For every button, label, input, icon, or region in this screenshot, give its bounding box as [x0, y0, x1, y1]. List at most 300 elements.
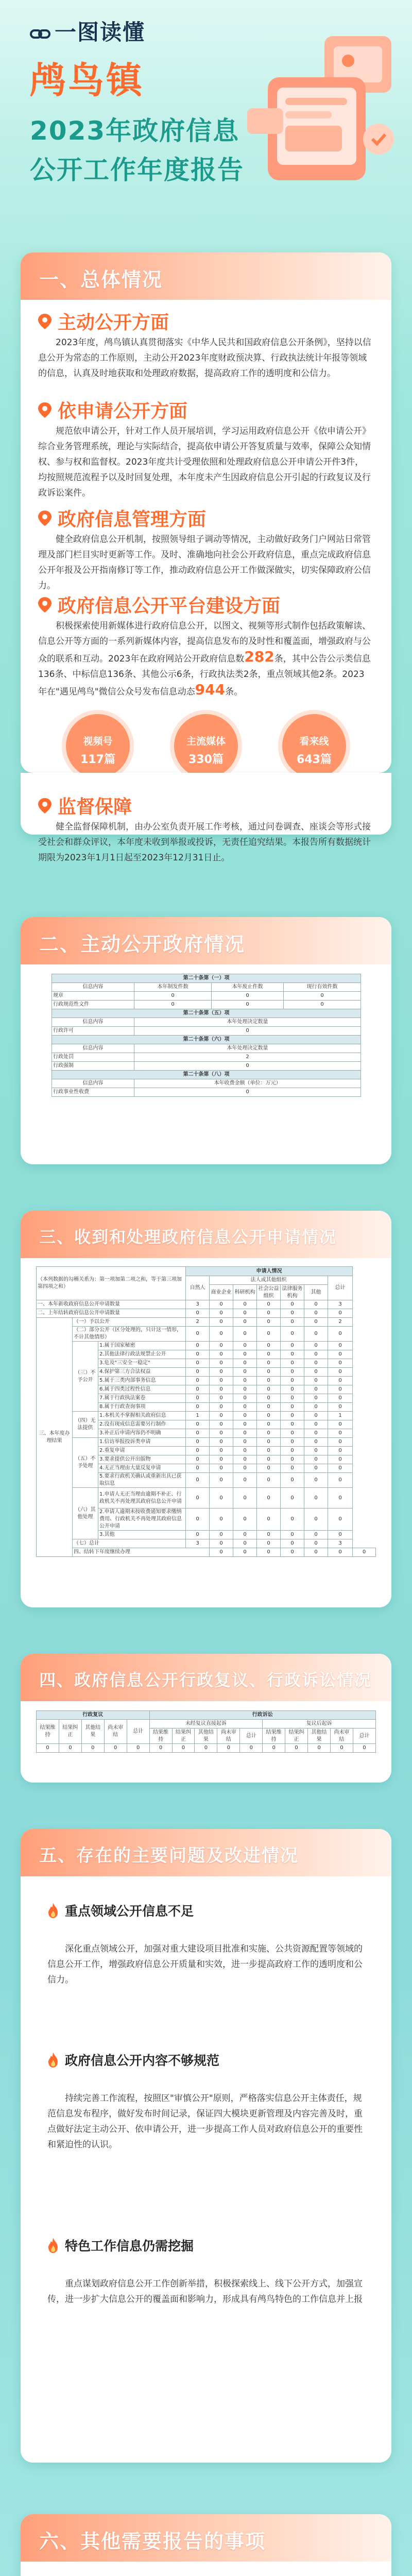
table-cell: 0: [281, 1531, 304, 1539]
table-cell: 0: [281, 1309, 304, 1318]
table-cell: 0: [257, 1309, 281, 1318]
table-cell: 0: [233, 1531, 257, 1539]
table-cell: 0: [186, 1385, 210, 1394]
section-problems-header: [21, 1829, 391, 1876]
table-cell: 0: [233, 1447, 257, 1455]
table-cell: 0: [186, 1359, 210, 1368]
table-cell: 0: [304, 1300, 328, 1309]
table-row-label: 2.没有现成信息需要另行制作: [98, 1420, 186, 1429]
table-cell: 0: [134, 992, 212, 1001]
table-col-header: 总计: [328, 1276, 353, 1300]
table-cell: 0: [210, 1377, 233, 1385]
table-cell: 0: [328, 1342, 353, 1350]
table-cell: 0: [328, 1429, 353, 1438]
location-pin-icon: [36, 313, 54, 330]
location-pin-icon: [36, 596, 54, 614]
table-cell: 0: [127, 1744, 149, 1753]
flame-icon: [46, 1902, 60, 1919]
table-cell: 0: [328, 1394, 353, 1403]
table-cell: 0: [328, 1368, 353, 1377]
table-header: 申请人情况: [186, 1267, 353, 1276]
table-row-label: 3.危及"三安全一稳定": [98, 1359, 186, 1368]
stat-value: 330篇: [188, 753, 224, 766]
table-cell: 0: [210, 1548, 233, 1557]
table-cell: 0: [281, 1509, 304, 1531]
table-row-label: 3.补正后申请内容仍不明确: [98, 1429, 186, 1438]
table-row-label: 1.属于国家秘密: [98, 1342, 186, 1350]
table-cell: 0: [134, 1001, 212, 1009]
table-cell: 3: [186, 1539, 210, 1548]
table-row-label: 5.要求行政机关确认或重新出具已获取信息: [98, 1473, 186, 1488]
subsection-title: 监督保障: [58, 796, 132, 818]
stat-circle-media: [170, 710, 242, 782]
table-cell: 0: [281, 1377, 304, 1385]
table-cell: 0: [304, 1359, 328, 1368]
table-cell: 0: [210, 1350, 233, 1359]
table-cell: 0: [257, 1429, 281, 1438]
table-row-label: 1.申请人无正当理由逾期不补正、行政机关不再处理其政府信息公开申请: [98, 1488, 186, 1509]
table-cell: 0: [308, 1744, 331, 1753]
table-cell: 2: [328, 1318, 353, 1327]
table-col-header: 复议后起诉: [263, 1720, 376, 1728]
table-cell: 0: [233, 1342, 257, 1350]
table-cell: 0: [233, 1385, 257, 1394]
table-cell: 0: [257, 1464, 281, 1473]
table-header: 第二十条第（八）项: [52, 1071, 361, 1079]
table-cell: 0: [281, 1359, 304, 1368]
hero-subtitle-1: 2023年政府信息: [30, 116, 240, 146]
subsection-supervision: [36, 792, 132, 819]
table-cell: 0: [257, 1548, 281, 1557]
table-cell: 0: [328, 1385, 353, 1394]
table-cell: 0: [172, 1744, 195, 1753]
table-col-header: 信息内容: [52, 983, 134, 992]
table-cell: 0: [186, 1438, 210, 1447]
table-cell: 0: [233, 1300, 257, 1309]
table-cell: 0: [257, 1342, 281, 1350]
table-row-label: 1.信访举报投诉类申请: [98, 1438, 186, 1447]
table-cell: 0: [257, 1420, 281, 1429]
table-cell: 0: [210, 1509, 233, 1531]
table-cell: 行政强制: [52, 1062, 134, 1071]
table-cell: 0: [304, 1394, 328, 1403]
table-header: 第二十条第（六）项: [52, 1036, 361, 1044]
subsection-title: 主动公开方面: [58, 312, 169, 333]
website-info-count: 282: [244, 648, 274, 665]
table-cell: 0: [257, 1359, 281, 1368]
review-litigation-table: [36, 1710, 376, 1753]
table-cell: 0: [304, 1548, 328, 1557]
subsection-active-disclosure: [36, 308, 169, 334]
flame-icon: [46, 2237, 60, 2253]
table-cell: 0: [233, 1359, 257, 1368]
table-cell: 0: [353, 1744, 375, 1753]
location-pin-icon: [36, 401, 54, 419]
table-cell: 2: [186, 1318, 210, 1327]
table-cell: 0: [233, 1394, 257, 1403]
table-cell: 0: [304, 1350, 328, 1359]
table-cell: 0: [186, 1420, 210, 1429]
table-row-label: 四、结转下年度继续办理: [73, 1548, 210, 1557]
table-cell: 0: [210, 1464, 233, 1473]
section-review-title: 四、政府信息公开行政复议、行政诉讼情况: [39, 1670, 372, 1690]
table-cell: 规章: [52, 992, 134, 1001]
hero-tag: [30, 15, 145, 46]
table-cell: 0: [233, 1509, 257, 1531]
table-cell: 3: [328, 1539, 353, 1548]
table-cell: 0: [257, 1438, 281, 1447]
table-cell: 0: [210, 1438, 233, 1447]
paragraph-supervision: 健全监督保障机制，由办公室负责开展工作考核，通过问卷调查、座谈会等形式接受社会和群众评议，本年度未收到举报或投诉，无责任追究结果。本报告所有数据统计期限为2023年1月1日起至2023年12月31日止。: [38, 822, 371, 863]
issue-title: 特色工作信息仍需挖掘: [65, 2239, 194, 2253]
table-cell: 0: [233, 1539, 257, 1548]
table-cell: 0: [186, 1464, 210, 1473]
table-col-header: 本年处理决定数量: [134, 1044, 361, 1053]
table-cell: 0: [285, 1744, 308, 1753]
wechat-info-count: 944: [195, 681, 226, 698]
table-cell: 0: [186, 1473, 210, 1488]
table-cell: 0: [328, 1531, 353, 1539]
table-cell: 0: [186, 1350, 210, 1359]
stat-label: 主流媒体: [186, 736, 226, 747]
table-header: 第二十条第（五）项: [52, 1009, 361, 1018]
table-cell: 0: [257, 1455, 281, 1464]
table-col-header: 法律服务机构: [281, 1285, 304, 1300]
table-cell: 0: [281, 1394, 304, 1403]
table-cell: 0: [186, 1455, 210, 1464]
table-cell: 0: [304, 1473, 328, 1488]
stat-circle-kanlaixian: [278, 710, 350, 782]
table-row-label: 4.无正当理由大量反复申请: [98, 1464, 186, 1473]
table-cell: 0: [281, 1368, 304, 1377]
text-fragment: 条，其中公告公示类信息136条、中标信息136条、其他公示6条，行政执法类2条，重点领域其他2条。2023年在"遇见鸬鸟"微信公众号发布信息动态: [38, 654, 371, 697]
table-col-header: 结果纠正: [59, 1720, 81, 1744]
table-cell: 0: [233, 1368, 257, 1377]
table-cell: 0: [263, 1744, 285, 1753]
table-cell: 0: [233, 1420, 257, 1429]
table-col-header: 结果维持: [263, 1728, 285, 1744]
table-row-label: 7.属于行政执法案卷: [98, 1394, 186, 1403]
table-col-header: 尚未审结: [104, 1720, 127, 1744]
table-cell: 0: [328, 1548, 353, 1557]
table-cell: 行政处罚: [52, 1053, 134, 1062]
table-col-header: 总计: [240, 1728, 263, 1744]
table-cell: 0: [328, 1509, 353, 1531]
stat-value: 117篇: [80, 753, 115, 766]
table-cell: 0: [328, 1327, 353, 1342]
table-cell: 0: [257, 1327, 281, 1342]
table-row-label: 2.重复申请: [98, 1447, 186, 1455]
active-disclosure-table: [52, 974, 361, 1097]
table-cell: 0: [134, 1088, 361, 1097]
table-cell: 0: [233, 1403, 257, 1412]
hero-tag-text: 一图读懂: [55, 20, 146, 45]
table-cell: 0: [233, 1438, 257, 1447]
table-col-header: 尚未审结: [217, 1728, 240, 1744]
table-cell: 0: [304, 1377, 328, 1385]
table-cell: 1: [328, 1412, 353, 1420]
table-cell: 3: [328, 1300, 353, 1309]
table-cell: 0: [281, 1548, 304, 1557]
table-cell: 0: [281, 1488, 304, 1509]
table-row-label: 6.属于四类过程性信息: [98, 1385, 186, 1394]
table-row-label: （二）部分公开（区分处理的，只计这一情形，不计其他情形）: [73, 1327, 186, 1342]
table-cell: 0: [304, 1412, 328, 1420]
table-cell: 2: [134, 1053, 361, 1062]
table-cell: 0: [217, 1744, 240, 1753]
table-cell: 0: [186, 1509, 210, 1531]
table-cell: 0: [257, 1447, 281, 1455]
table-cell: 0: [210, 1531, 233, 1539]
table-col-header: 结果纠正: [285, 1728, 308, 1744]
section-review-header: [21, 1654, 391, 1701]
table-cell: 0: [281, 1300, 304, 1309]
table-cell: 0: [257, 1539, 281, 1548]
table-cell: 0: [304, 1318, 328, 1327]
table-row-label: 4.保护第三方合法权益: [98, 1368, 186, 1377]
table-cell: 0: [304, 1429, 328, 1438]
issue-2-text: 持续完善工作流程，按照区"审慎公开"原则，严格落实信息公开主体责任，规范信息发布程序，做好发布时间记录，保证四大模块更新管理及内容完善及时，重点做好法定主动公开、依申请公开，进一步提高工作人员对政府信息公开的重要性和紧迫性的认识。: [47, 2093, 363, 2150]
table-cell: 0: [186, 1309, 210, 1318]
table-cell: 0: [210, 1412, 233, 1420]
table-cell: 0: [328, 1350, 353, 1359]
table-cell: 1: [186, 1412, 210, 1420]
issue-2-heading: [46, 2050, 219, 2069]
table-cell: 0: [257, 1473, 281, 1488]
table-cell: 0: [210, 1403, 233, 1412]
table-cell: 0: [233, 1473, 257, 1488]
table-cell: 0: [212, 992, 284, 1001]
subsection-platform-construction: [36, 591, 280, 618]
table-cell: 0: [284, 1001, 361, 1009]
table-cell: 0: [186, 1531, 210, 1539]
paragraph-active-disclosure: 2023年度，鸬鸟镇认真贯彻落实《中华人民共和国政府信息公开条例》，坚持以信息公开为常态的工作原则，主动公开2023年度财政预决算、行政执法统计年报等领域的信息，认真及时地获取和处理政府数据，提高政府工作的透明度和公信力。: [38, 337, 371, 379]
table-col-header: 尚未审结: [330, 1728, 353, 1744]
table-cell: 0: [304, 1327, 328, 1342]
table-col-header: 结果维持: [149, 1728, 172, 1744]
table-subgroup-label: （六）其他处理: [73, 1488, 98, 1539]
table-cell: 0: [281, 1412, 304, 1420]
table-row-label: 8.属于行政查询事项: [98, 1403, 186, 1412]
table-cell: 0: [210, 1300, 233, 1309]
issue-1-text: 深化重点领域公开，加强对重大建设项目批准和实施、公共资源配置等领域的信息公开工作，增强政府信息公开质量和实效，进一步提高政府工作的透明度和公信力。: [47, 1944, 363, 1985]
table-cell: 3: [186, 1300, 210, 1309]
table-subgroup-label: （三）不予公开: [73, 1342, 98, 1412]
table-cell: 0: [210, 1359, 233, 1368]
table-cell: 0: [186, 1377, 210, 1385]
table-cell: 0: [304, 1488, 328, 1509]
table-cell: 0: [257, 1385, 281, 1394]
table-col-header: 商业企业: [210, 1285, 233, 1300]
table-col-header: 本年废止件数: [212, 983, 284, 992]
table-cell: 0: [257, 1531, 281, 1539]
table-cell: 0: [233, 1377, 257, 1385]
text-fragment: 积极探索使用新媒体进行政府信息公开，以图文、视频等形式制作包括政策解读、信息公开等方面的一系列新媒体内容，提高信息发布的及时性和覆盖面，增强政府与公众的联系和互动。2023年在政府网站公开政府信息数: [38, 621, 371, 664]
table-cell: 0: [304, 1309, 328, 1318]
table-cell: 0: [210, 1342, 233, 1350]
stat-circle-video: [62, 710, 134, 782]
table-cell: 0: [233, 1488, 257, 1509]
table-cell: 0: [281, 1464, 304, 1473]
table-cell: 0: [257, 1318, 281, 1327]
table-cell: 0: [304, 1438, 328, 1447]
table-subgroup-label: （五）不予处理: [73, 1438, 98, 1488]
hero-banner: [0, 0, 412, 278]
issue-title: 重点领域公开信息不足: [65, 1904, 194, 1919]
table-cell: 0: [186, 1342, 210, 1350]
table-cell: 0: [328, 1455, 353, 1464]
table-cell: 0: [281, 1447, 304, 1455]
table-cell: 0: [281, 1385, 304, 1394]
location-pin-icon: [36, 797, 54, 815]
table-cell: 0: [257, 1377, 281, 1385]
table-cell: 0: [257, 1412, 281, 1420]
table-cell: 0: [304, 1403, 328, 1412]
table-cell: 0: [328, 1377, 353, 1385]
table-cell: 0: [304, 1539, 328, 1548]
table-cell: 0: [233, 1327, 257, 1342]
table-cell: 0: [233, 1464, 257, 1473]
table-cell: 0: [149, 1744, 172, 1753]
table-col-header: 信息内容: [52, 1044, 134, 1053]
table-col-header: 其他结果: [195, 1728, 217, 1744]
table-cell: 0: [210, 1327, 233, 1342]
table-cell: 0: [134, 1062, 361, 1071]
table-col-header: 其他: [304, 1285, 328, 1300]
table-cell: 0: [210, 1420, 233, 1429]
table-cell: 0: [186, 1447, 210, 1455]
table-cell: 0: [328, 1359, 353, 1368]
table-cell: 0: [104, 1744, 127, 1753]
table-cell: 0: [210, 1447, 233, 1455]
table-col-header: 现行有效件数: [284, 983, 361, 992]
issue-3-heading: [46, 2236, 194, 2255]
section-other-header: [21, 2514, 391, 2562]
table-col-header: 其他结果: [308, 1728, 331, 1744]
table-cell: 0: [281, 1438, 304, 1447]
table-cell: 0: [304, 1342, 328, 1350]
table-cell: 0: [281, 1429, 304, 1438]
table-cell: 0: [281, 1539, 304, 1548]
issue-1-heading: [46, 1901, 194, 1920]
table-cell: 0: [210, 1539, 233, 1548]
section-overview-title: 一、总体情况: [39, 268, 163, 291]
table-cell: 0: [210, 1429, 233, 1438]
table-cell: 0: [210, 1368, 233, 1377]
table-cell: 0: [210, 1318, 233, 1327]
table-col-header: 本年制发件数: [134, 983, 212, 992]
table-cell: 0: [304, 1531, 328, 1539]
table-cell: 0: [233, 1429, 257, 1438]
table-cell: 0: [233, 1318, 257, 1327]
flame-icon: [46, 2052, 60, 2068]
table-row-label: （七）总计: [73, 1539, 186, 1548]
table-cell: 0: [328, 1309, 353, 1318]
table-cell: 0: [186, 1429, 210, 1438]
table-cell: 0: [257, 1368, 281, 1377]
table-row-label: 二、上年结转政府信息公开申请数量: [37, 1309, 186, 1318]
table-cell: 行政规范性文件: [52, 1001, 134, 1009]
table-cell: 0: [210, 1309, 233, 1318]
table-cell: 0: [257, 1403, 281, 1412]
table-cell: 0: [284, 992, 361, 1001]
application-table: [36, 1266, 376, 1557]
table-cell: 0: [186, 1327, 210, 1342]
table-cell: 0: [304, 1464, 328, 1473]
section-other-title: 六、其他需要报告的事项: [39, 2530, 266, 2553]
table-subgroup-label: （四）无法提供: [73, 1412, 98, 1438]
subsection-title: 政府信息公开平台建设方面: [58, 596, 281, 617]
phone-illustration-icon: [247, 21, 402, 191]
subsection-title: 依申请公开方面: [58, 401, 188, 422]
table-cell: 0: [281, 1342, 304, 1350]
paragraph-information-management: 健全政府信息公开机制，按照领导组子调动等情况，主动做好政务门户网站日常管理及部门栏目实时更新等工作。及时、准确地向社会公开政府信息，重点完成政府信息公开年报及公开指南修订等工作，推动政府信息公开工作做深做实，切实保障政府公信力。: [38, 534, 371, 591]
table-cell: 0: [233, 1548, 257, 1557]
table-cell: 0: [304, 1368, 328, 1377]
link-icon: [30, 26, 50, 42]
section-application-header: [21, 1211, 391, 1258]
table-header: 第二十条第（一）项: [52, 974, 361, 983]
table-header: 行政复议: [37, 1711, 150, 1720]
table-cell: 0: [281, 1455, 304, 1464]
table-cell: 行政事业性收费: [52, 1088, 134, 1097]
table-cell: 0: [212, 1001, 284, 1009]
table-cell: 0: [210, 1488, 233, 1509]
table-col-header: 信息内容: [52, 1018, 134, 1027]
table-cell: 0: [257, 1488, 281, 1509]
table-cell: 0: [257, 1394, 281, 1403]
table-cell: 0: [304, 1420, 328, 1429]
section-overview-header: [21, 252, 391, 300]
table-cell: 0: [328, 1420, 353, 1429]
table-cell: 0: [240, 1744, 263, 1753]
table-col-header: 本年处理决定数量: [134, 1018, 361, 1027]
subsection-application: [36, 397, 187, 423]
table-cell: 0: [134, 1027, 361, 1036]
table-col-header: 科研机构: [233, 1285, 257, 1300]
table-cell: 0: [353, 1548, 376, 1557]
table-cell: 0: [210, 1455, 233, 1464]
table-cell: 0: [186, 1394, 210, 1403]
section-active-header: [21, 917, 391, 964]
table-cell: 0: [233, 1350, 257, 1359]
table-cell: 0: [328, 1438, 353, 1447]
table-cell: 0: [304, 1455, 328, 1464]
paragraph-application: 规范依申请公开，针对工作人员开展培训，学习运用政府信息公开《依申请公开》综合业务管理系统，理论与实际结合，提高依申请公开答复质量与效率，保障公众知情权、参与权和监督权。2023年度共计受理依照和处理政府信息公开申请公开件3件，均按照规范流程予以及时回复处理，本年度未产生因政府信息公开引起的行政复议及行政诉讼案件。: [38, 426, 371, 498]
section-problems-title: 五、存在的主要问题及改进情况: [39, 1845, 299, 1866]
issue-3-text: 重点谋划政府信息公开工作创新举措，积极探索线上、线下公开方式，加强宣传，进一步扩大信息公开的覆盖面和影响力，形成具有鸬鸟特色的工作信息并上报: [47, 2279, 363, 2304]
table-col-header: 法人或其他组织: [210, 1276, 328, 1285]
table-cell: 0: [257, 1350, 281, 1359]
stat-value: 643篇: [297, 753, 332, 766]
subsection-title: 政府信息管理方面: [58, 509, 207, 530]
table-cell: 0: [186, 1403, 210, 1412]
stat-label: 视频号: [83, 736, 113, 747]
table-row-label: 1.本机关不掌握相关政府信息: [98, 1412, 186, 1420]
location-pin-icon: [36, 510, 54, 527]
table-cell: 行政许可: [52, 1027, 134, 1036]
table-cell: 0: [186, 1368, 210, 1377]
table-cell: 0: [233, 1455, 257, 1464]
table-col-header: 本年收费金额（单位：万元）: [134, 1079, 361, 1088]
table-col-header: 结果纠正: [172, 1728, 195, 1744]
table-cell: 0: [328, 1403, 353, 1412]
stat-label: 看来线: [299, 736, 329, 747]
table-cell: 0: [328, 1488, 353, 1509]
table-cell: 0: [257, 1300, 281, 1309]
table-cell: 0: [210, 1473, 233, 1488]
hero-title: 鸬鸟镇: [30, 59, 144, 101]
